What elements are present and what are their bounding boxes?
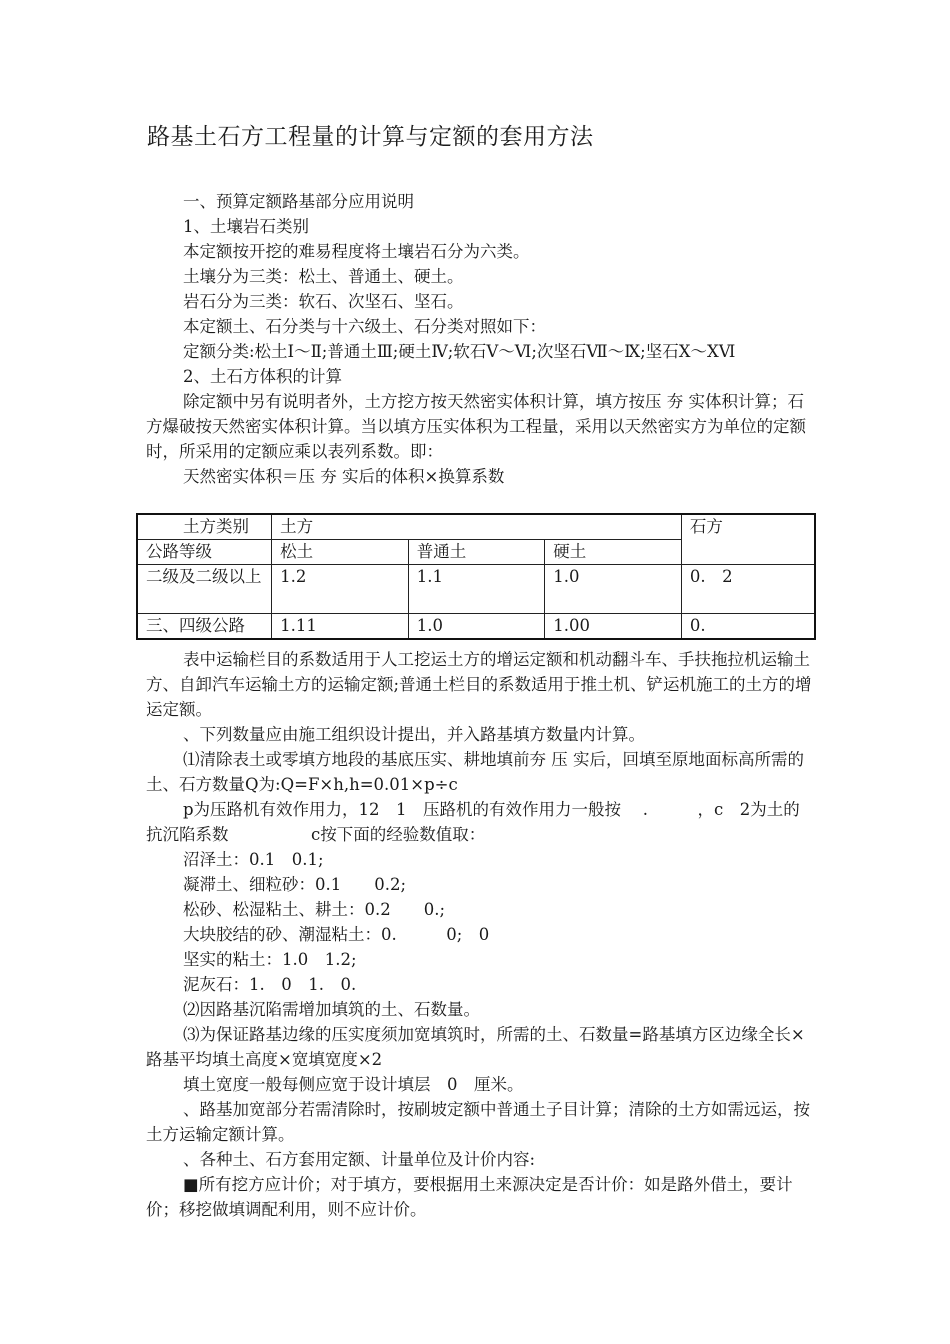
table-row <box>137 565 815 614</box>
table-cell: 1.11 <box>272 614 409 640</box>
table-cell: 1.0 <box>545 565 682 614</box>
paragraph: 除定额中另有说明者外，土方挖方按天然密实体积计算，填方按压 夯 实体积计算；石方爆破按天然密实体积计算。当以填方压实体积为工程量，采用以天然密实方为单位的定额时，所采用的定额应乘以表列系数。即： <box>146 392 806 461</box>
paragraph: 表中运输栏目的系数适用于人工挖运土方的增运定额和机动翻斗车、手扶拖拉机运输土方、自卸汽车运输土方的运输定额;普通土栏目的系数适用于推土机、铲运机施工的土方的增运定额。 <box>146 650 812 719</box>
paragraph: 本定额按开挖的难易程度将土壤岩石分为六类。 <box>183 242 530 261</box>
paragraph: 、各种土、石方套用定额、计量单位及计价内容: <box>183 1150 536 1169</box>
row-label: 二级及二级以上 <box>137 565 272 614</box>
table-cell: 1.1 <box>408 565 545 614</box>
list-item: 松砂、松湿粘土、耕土：0.2 0.; <box>183 900 446 919</box>
conversion-coefficient-table <box>136 513 816 640</box>
sub-header: 普通土 <box>408 540 545 565</box>
paragraph: 、路基加宽部分若需清除时，按刷坡定额中普通土子目计算；清除的土方如需远运，按土方运输定额计算。 <box>146 1100 810 1144</box>
table-cell: 0. 2 <box>681 565 815 614</box>
sub-header: 松土 <box>272 540 409 565</box>
table-row <box>137 614 815 640</box>
row-label: 三、四级公路 <box>137 614 272 640</box>
bullet-paragraph: ■所有挖方应计价；对于填方，要根据用土来源决定是否计价：如是路外借土，要计价；移挖做填调配利用，则不应计价。 <box>146 1175 793 1219</box>
document-title: 路基土石方工程量的计算与定额的套用方法 <box>147 124 594 150</box>
list-item: 大块胶结的砂、潮湿粘土：0. 0; 0 <box>183 925 490 944</box>
table-cell: 1.2 <box>272 565 409 614</box>
list-item: ⑴清除表土或零填方地段的基底压实、耕地填前夯 压 实后，回填至原地面标高所需的土、石方数量Q为:Q=F×h,h=0.01×p÷c <box>146 750 804 794</box>
paragraph: 岩石分为三类：软石、次坚石、坚石。 <box>183 292 464 311</box>
corner-header-bottom: 公路等级 <box>137 540 272 565</box>
paragraph: 本定额土、石分类与十六级土、石分类对照如下： <box>183 317 546 336</box>
body-before-table <box>146 189 814 489</box>
paragraph: p为压路机有效作用力，12 1 压路机的有效作用力一般按 . ，c 2为土的抗沉陷系数 c按下面的经验数值取： <box>146 800 800 844</box>
paragraph: 土壤分为三类：松土、普通土、硬土。 <box>183 267 464 286</box>
formula-line: 天然密实体积＝压 夯 实后的体积×换算系数 <box>183 467 505 486</box>
list-item: ⑵因路基沉陷需增加填筑的土、石数量。 <box>183 1000 480 1019</box>
paragraph: 定额分类:松土Ⅰ～Ⅱ;普通土Ⅲ;硬土Ⅳ;软石Ⅴ～Ⅵ;次坚石Ⅶ～Ⅸ;坚石Ⅹ～ⅩⅥ <box>183 342 736 361</box>
body-after-table <box>146 647 814 1222</box>
list-item: 坚实的粘土：1.0 1.2; <box>183 950 357 969</box>
list-item: 凝滞土、细粒砂：0.1 0.2; <box>183 875 407 894</box>
list-item: 泥灰石：1. 0 1. 0. <box>183 975 357 994</box>
subsection-heading: 1、土壤岩石类别 <box>183 217 309 236</box>
table-cell: 1.00 <box>545 614 682 640</box>
corner-header-top: 土方类别 <box>137 514 272 540</box>
list-item: 沼泽土：0.1 0.1; <box>183 850 324 869</box>
subsection-heading: 2、土石方体积的计算 <box>183 367 342 386</box>
table-cell: 0. <box>681 614 815 640</box>
table-cell: 1.0 <box>408 614 545 640</box>
section-heading: 一、预算定额路基部分应用说明 <box>183 192 414 211</box>
paragraph: 填土宽度一般每侧应宽于设计填层 0 厘米。 <box>183 1075 524 1094</box>
group-header-soil: 土方 <box>272 514 682 540</box>
paragraph: 、下列数量应由施工组织设计提出，并入路基填方数量内计算。 <box>183 725 645 744</box>
list-item: ⑶为保证路基边缘的压实度须加宽填筑时，所需的土、石数量=路基填方区边缘全长×路基平均填土高度×宽填宽度×2 <box>146 1025 805 1069</box>
group-header-rock: 石方 <box>681 514 815 565</box>
sub-header: 硬土 <box>545 540 682 565</box>
